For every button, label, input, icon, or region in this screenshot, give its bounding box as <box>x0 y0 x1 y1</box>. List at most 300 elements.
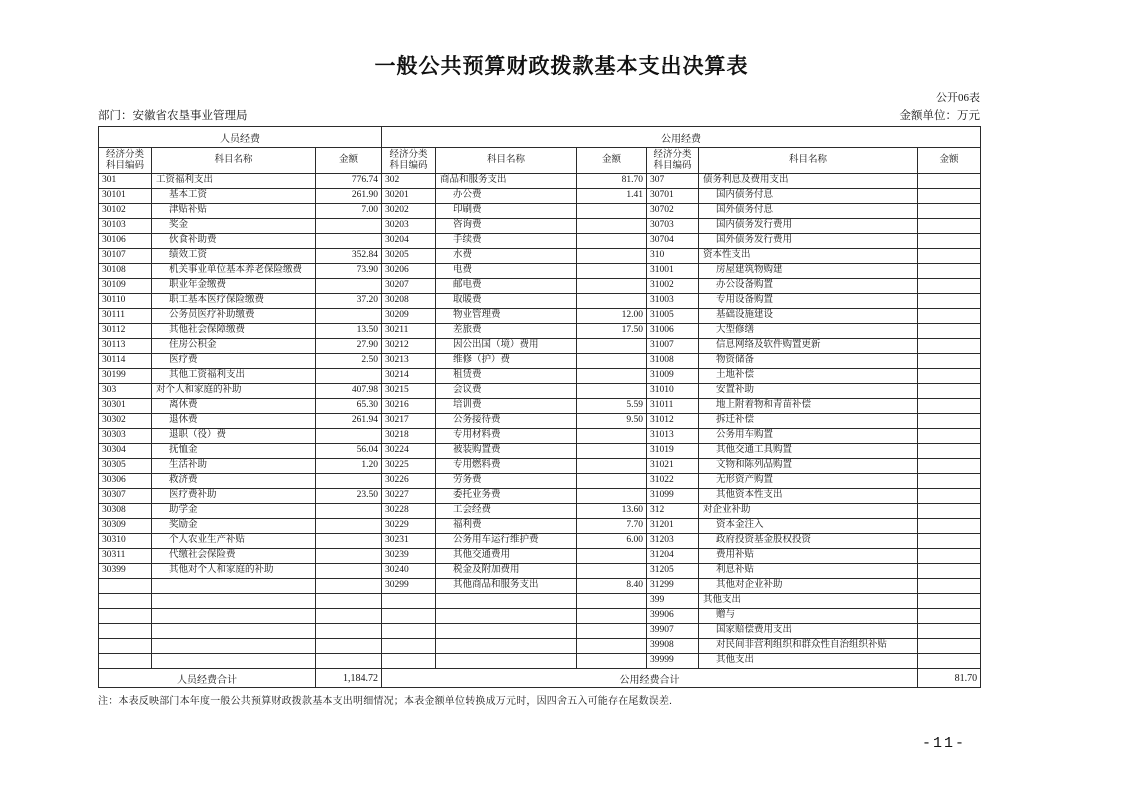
subject-name-cell: 邮电费 <box>436 279 577 294</box>
subject-name-cell: 办公费 <box>436 189 577 204</box>
subject-name-cell <box>436 654 577 669</box>
amount-cell <box>918 549 981 564</box>
subject-name-cell: 其他对企业补助 <box>699 579 918 594</box>
amount-cell: 261.90 <box>316 189 382 204</box>
subject-code-cell: 303 <box>99 384 152 399</box>
table-row <box>99 489 981 504</box>
amount-cell <box>918 489 981 504</box>
table-row <box>99 324 981 339</box>
table-row <box>99 294 981 309</box>
table-row <box>99 249 981 264</box>
subject-code-cell: 31013 <box>647 429 699 444</box>
amount-cell <box>918 204 981 219</box>
amount-cell <box>316 654 382 669</box>
subject-code-cell: 399 <box>647 594 699 609</box>
footnote: 注：本表反映部门本年度一般公共预算财政拨款基本支出明细情况；本表金额单位转换成万元时，因四舍五入可能存在尾数误差. <box>98 696 672 707</box>
subject-name-cell: 救济费 <box>152 474 316 489</box>
subject-name-cell: 政府投资基金股权投资 <box>699 534 918 549</box>
subject-name-cell <box>152 594 316 609</box>
subject-name-cell: 其他交通工具购置 <box>699 444 918 459</box>
amount-cell <box>918 294 981 309</box>
table-row <box>99 279 981 294</box>
subject-code-cell: 30102 <box>99 204 152 219</box>
amount-cell <box>316 369 382 384</box>
amount-cell <box>577 234 647 249</box>
amount-cell <box>918 624 981 639</box>
amount-cell <box>918 414 981 429</box>
col-header-amount: 金额 <box>577 148 647 174</box>
subject-code-cell: 31099 <box>647 489 699 504</box>
subject-name-cell: 职业年金缴费 <box>152 279 316 294</box>
table-row <box>99 519 981 534</box>
subject-code-cell: 30111 <box>99 309 152 324</box>
subject-name-cell: 国内债务付息 <box>699 189 918 204</box>
subject-code-cell: 30303 <box>99 429 152 444</box>
subject-name-cell: 公务员医疗补助缴费 <box>152 309 316 324</box>
subject-code-cell: 310 <box>647 249 699 264</box>
subject-name-cell <box>152 579 316 594</box>
subject-code-cell: 30212 <box>382 339 436 354</box>
amount-cell <box>918 639 981 654</box>
subject-name-cell: 个人农业生产补贴 <box>152 534 316 549</box>
subject-code-cell: 30114 <box>99 354 152 369</box>
amount-cell <box>577 624 647 639</box>
subject-code-cell: 30110 <box>99 294 152 309</box>
subject-name-cell: 国外债务发行费用 <box>699 234 918 249</box>
subject-name-cell: 因公出国（境）费用 <box>436 339 577 354</box>
amount-cell <box>316 519 382 534</box>
subject-code-cell <box>382 609 436 624</box>
table-row <box>99 354 981 369</box>
amount-cell <box>316 309 382 324</box>
table-row <box>99 414 981 429</box>
subject-name-cell: 税金及附加费用 <box>436 564 577 579</box>
amount-cell: 776.74 <box>316 174 382 189</box>
subject-code-cell: 30113 <box>99 339 152 354</box>
subject-code-cell: 30399 <box>99 564 152 579</box>
subject-name-cell: 对企业补助 <box>699 504 918 519</box>
table-row <box>99 174 981 189</box>
subject-name-cell: 安置补助 <box>699 384 918 399</box>
amount-cell <box>918 279 981 294</box>
subject-name-cell: 土地补偿 <box>699 369 918 384</box>
amount-cell <box>316 279 382 294</box>
subject-code-cell: 302 <box>382 174 436 189</box>
form-number-label: 公开06表 <box>936 92 980 104</box>
subject-code-cell: 39906 <box>647 609 699 624</box>
subject-code-cell: 31205 <box>647 564 699 579</box>
subject-name-cell: 绩效工资 <box>152 249 316 264</box>
table-row <box>99 399 981 414</box>
subject-name-cell <box>436 639 577 654</box>
amount-cell <box>577 354 647 369</box>
amount-cell <box>918 609 981 624</box>
subject-code-cell <box>99 609 152 624</box>
amount-cell <box>918 234 981 249</box>
subject-name-cell: 机关事业单位基本养老保险缴费 <box>152 264 316 279</box>
amount-cell <box>316 624 382 639</box>
amount-cell <box>316 609 382 624</box>
subject-code-cell: 31012 <box>647 414 699 429</box>
subject-name-cell: 费用补贴 <box>699 549 918 564</box>
subject-name-cell: 办公设备购置 <box>699 279 918 294</box>
column-header-row <box>99 148 981 174</box>
subject-code-cell: 31001 <box>647 264 699 279</box>
col-header-amount: 金额 <box>316 148 382 174</box>
amount-cell <box>577 609 647 624</box>
table-row <box>99 534 981 549</box>
page-number: -11- <box>921 735 966 752</box>
subject-code-cell: 30228 <box>382 504 436 519</box>
subject-name-cell: 资本金注入 <box>699 519 918 534</box>
subject-code-cell: 31203 <box>647 534 699 549</box>
subject-name-cell: 伙食补助费 <box>152 234 316 249</box>
table-row <box>99 219 981 234</box>
subject-name-cell: 咨询费 <box>436 219 577 234</box>
department-label: 部门：安徽省农垦事业管理局 <box>98 110 248 122</box>
amount-cell <box>918 579 981 594</box>
amount-cell <box>918 324 981 339</box>
col-header-name: 科目名称 <box>699 148 918 174</box>
subject-code-cell: 30107 <box>99 249 152 264</box>
subject-name-cell: 地上附着物和青苗补偿 <box>699 399 918 414</box>
subject-name-cell: 其他对个人和家庭的补助 <box>152 564 316 579</box>
amount-cell <box>918 384 981 399</box>
amount-cell <box>577 204 647 219</box>
amount-cell <box>577 594 647 609</box>
amount-cell: 13.50 <box>316 324 382 339</box>
subject-code-cell: 30229 <box>382 519 436 534</box>
amount-cell <box>577 219 647 234</box>
subject-name-cell: 被装购置费 <box>436 444 577 459</box>
subject-name-cell: 对民间非营利组织和群众性自治组织补贴 <box>699 639 918 654</box>
amount-cell: 7.00 <box>316 204 382 219</box>
subject-name-cell: 其他社会保障缴费 <box>152 324 316 339</box>
subject-name-cell: 劳务费 <box>436 474 577 489</box>
public-total-label: 公用经费合计 <box>382 669 918 688</box>
amount-cell: 1.20 <box>316 459 382 474</box>
subject-code-cell: 31022 <box>647 474 699 489</box>
subject-code-cell: 30101 <box>99 189 152 204</box>
amount-cell: 12.00 <box>577 309 647 324</box>
subject-code-cell: 30208 <box>382 294 436 309</box>
subject-name-cell <box>436 624 577 639</box>
subject-code-cell: 30239 <box>382 549 436 564</box>
subject-code-cell: 307 <box>647 174 699 189</box>
subject-name-cell: 公务用车购置 <box>699 429 918 444</box>
page-title: 一般公共预算财政拨款基本支出决算表 <box>374 54 749 78</box>
subject-code-cell: 30301 <box>99 399 152 414</box>
subject-name-cell: 债务利息及费用支出 <box>699 174 918 189</box>
amount-cell <box>316 579 382 594</box>
amount-cell <box>577 654 647 669</box>
amount-cell <box>316 219 382 234</box>
subject-code-cell: 31204 <box>647 549 699 564</box>
subject-name-cell: 其他支出 <box>699 594 918 609</box>
amount-cell: 407.98 <box>316 384 382 399</box>
subject-name-cell: 奖金 <box>152 219 316 234</box>
amount-cell <box>918 174 981 189</box>
amount-cell <box>577 384 647 399</box>
table-row <box>99 624 981 639</box>
amount-cell: 13.60 <box>577 504 647 519</box>
amount-cell <box>577 339 647 354</box>
subject-code-cell: 30702 <box>647 204 699 219</box>
table-row <box>99 429 981 444</box>
subject-name-cell: 印刷费 <box>436 204 577 219</box>
subject-code-cell: 30209 <box>382 309 436 324</box>
table-row <box>99 504 981 519</box>
amount-cell <box>918 564 981 579</box>
subject-name-cell: 国外债务付息 <box>699 204 918 219</box>
subject-code-cell: 30205 <box>382 249 436 264</box>
table-row <box>99 639 981 654</box>
subject-name-cell: 电费 <box>436 264 577 279</box>
subject-name-cell: 维修（护）费 <box>436 354 577 369</box>
subject-name-cell: 津贴补贴 <box>152 204 316 219</box>
subject-name-cell <box>152 639 316 654</box>
subject-name-cell: 退休费 <box>152 414 316 429</box>
table-row <box>99 204 981 219</box>
subject-code-cell <box>382 639 436 654</box>
subject-code-cell: 30218 <box>382 429 436 444</box>
subject-name-cell: 水费 <box>436 249 577 264</box>
subject-code-cell: 31021 <box>647 459 699 474</box>
subject-name-cell <box>152 609 316 624</box>
subject-code-cell: 30211 <box>382 324 436 339</box>
subject-code-cell: 31006 <box>647 324 699 339</box>
amount-cell: 9.50 <box>577 414 647 429</box>
subject-name-cell: 公务接待费 <box>436 414 577 429</box>
subject-code-cell <box>99 594 152 609</box>
subject-name-cell: 无形资产购置 <box>699 474 918 489</box>
subject-name-cell: 工会经费 <box>436 504 577 519</box>
subject-code-cell: 30224 <box>382 444 436 459</box>
subject-code-cell: 31007 <box>647 339 699 354</box>
amount-cell <box>577 474 647 489</box>
subject-name-cell: 其他商品和服务支出 <box>436 579 577 594</box>
subject-name-cell: 信息网络及软件购置更新 <box>699 339 918 354</box>
subject-code-cell <box>99 624 152 639</box>
subject-name-cell: 房屋建筑物购建 <box>699 264 918 279</box>
subject-name-cell <box>436 609 577 624</box>
amount-cell: 1.41 <box>577 189 647 204</box>
amount-cell: 23.50 <box>316 489 382 504</box>
subject-code-cell: 30306 <box>99 474 152 489</box>
amount-cell <box>577 279 647 294</box>
subject-name-cell: 助学金 <box>152 504 316 519</box>
subject-name-cell <box>436 594 577 609</box>
table-row <box>99 474 981 489</box>
subject-name-cell: 工资福利支出 <box>152 174 316 189</box>
subject-code-cell <box>382 624 436 639</box>
amount-cell: 261.94 <box>316 414 382 429</box>
col-header-code: 经济分类科目编码 <box>99 148 152 174</box>
amount-cell: 17.50 <box>577 324 647 339</box>
amount-cell <box>918 519 981 534</box>
subject-name-cell: 公务用车运行维护费 <box>436 534 577 549</box>
subject-code-cell: 30704 <box>647 234 699 249</box>
subject-code-cell: 30204 <box>382 234 436 249</box>
subject-name-cell: 专用材料费 <box>436 429 577 444</box>
amount-cell: 56.04 <box>316 444 382 459</box>
personnel-total-amount: 1,184.72 <box>316 669 382 688</box>
personnel-total-label: 人员经费合计 <box>99 669 316 688</box>
subject-name-cell: 物资储备 <box>699 354 918 369</box>
subject-name-cell: 专用设备购置 <box>699 294 918 309</box>
subject-name-cell: 退职（役）费 <box>152 429 316 444</box>
subject-name-cell: 其他交通费用 <box>436 549 577 564</box>
amount-cell <box>577 249 647 264</box>
subject-code-cell <box>99 579 152 594</box>
subject-code-cell: 30308 <box>99 504 152 519</box>
subject-code-cell: 31019 <box>647 444 699 459</box>
subject-name-cell: 代缴社会保险费 <box>152 549 316 564</box>
amount-cell: 352.84 <box>316 249 382 264</box>
amount-unit-label: 金额单位：万元 <box>899 110 980 122</box>
amount-cell <box>316 429 382 444</box>
subject-name-cell: 生活补助 <box>152 459 316 474</box>
amount-cell: 2.50 <box>316 354 382 369</box>
table-row <box>99 234 981 249</box>
subject-name-cell: 专用燃料费 <box>436 459 577 474</box>
subject-code-cell <box>99 654 152 669</box>
subject-code-cell: 30311 <box>99 549 152 564</box>
amount-cell <box>918 594 981 609</box>
subject-name-cell <box>152 654 316 669</box>
table-row <box>99 549 981 564</box>
subject-name-cell: 其他工资福利支出 <box>152 369 316 384</box>
subject-code-cell: 30108 <box>99 264 152 279</box>
amount-cell <box>918 474 981 489</box>
amount-cell <box>577 369 647 384</box>
subject-code-cell: 30213 <box>382 354 436 369</box>
subject-code-cell: 30701 <box>647 189 699 204</box>
table-row <box>99 309 981 324</box>
col-header-code: 经济分类科目编码 <box>647 148 699 174</box>
col-header-name: 科目名称 <box>436 148 577 174</box>
table-row <box>99 609 981 624</box>
subject-code-cell: 30207 <box>382 279 436 294</box>
amount-cell <box>918 189 981 204</box>
subject-code-cell: 30240 <box>382 564 436 579</box>
subject-code-cell <box>99 639 152 654</box>
section-header-row <box>99 127 981 148</box>
amount-cell <box>577 294 647 309</box>
subject-name-cell: 职工基本医疗保险缴费 <box>152 294 316 309</box>
subject-name-cell: 住房公积金 <box>152 339 316 354</box>
subject-code-cell: 30310 <box>99 534 152 549</box>
amount-cell <box>577 444 647 459</box>
subject-code-cell: 31010 <box>647 384 699 399</box>
subject-code-cell: 31003 <box>647 294 699 309</box>
subject-name-cell: 利息补贴 <box>699 564 918 579</box>
subject-code-cell: 30226 <box>382 474 436 489</box>
amount-cell <box>577 564 647 579</box>
subject-name-cell: 商品和服务支出 <box>436 174 577 189</box>
subject-code-cell: 30216 <box>382 399 436 414</box>
amount-cell <box>918 264 981 279</box>
subject-code-cell: 30206 <box>382 264 436 279</box>
subject-name-cell: 国家赔偿费用支出 <box>699 624 918 639</box>
amount-cell <box>316 474 382 489</box>
amount-cell <box>577 459 647 474</box>
amount-cell <box>577 549 647 564</box>
amount-cell <box>918 654 981 669</box>
amount-cell <box>918 219 981 234</box>
amount-cell <box>918 354 981 369</box>
subject-code-cell <box>382 654 436 669</box>
subject-name-cell: 基础设施建设 <box>699 309 918 324</box>
subject-code-cell <box>382 594 436 609</box>
subject-name-cell: 委托业务费 <box>436 489 577 504</box>
subject-name-cell: 国内债务发行费用 <box>699 219 918 234</box>
amount-cell <box>316 534 382 549</box>
amount-cell <box>918 339 981 354</box>
subject-code-cell: 31011 <box>647 399 699 414</box>
amount-cell: 8.40 <box>577 579 647 594</box>
subject-code-cell: 31005 <box>647 309 699 324</box>
subject-code-cell: 30227 <box>382 489 436 504</box>
amount-cell <box>918 504 981 519</box>
table-row <box>99 579 981 594</box>
amount-cell: 7.70 <box>577 519 647 534</box>
table-row <box>99 339 981 354</box>
subject-name-cell: 培训费 <box>436 399 577 414</box>
subject-code-cell: 301 <box>99 174 152 189</box>
amount-cell: 37.20 <box>316 294 382 309</box>
subject-code-cell: 30299 <box>382 579 436 594</box>
subject-code-cell: 30103 <box>99 219 152 234</box>
amount-cell <box>316 594 382 609</box>
subject-name-cell: 抚恤金 <box>152 444 316 459</box>
table-row <box>99 564 981 579</box>
subject-name-cell: 大型修缮 <box>699 324 918 339</box>
subject-name-cell: 手续费 <box>436 234 577 249</box>
amount-cell <box>918 249 981 264</box>
col-header-code: 经济分类科目编码 <box>382 148 436 174</box>
amount-cell: 5.59 <box>577 399 647 414</box>
subject-code-cell: 30203 <box>382 219 436 234</box>
subject-name-cell: 离休费 <box>152 399 316 414</box>
amount-cell <box>316 234 382 249</box>
subject-code-cell: 30214 <box>382 369 436 384</box>
subject-name-cell: 资本性支出 <box>699 249 918 264</box>
subject-name-cell: 差旅费 <box>436 324 577 339</box>
subject-name-cell: 租赁费 <box>436 369 577 384</box>
subject-code-cell: 31201 <box>647 519 699 534</box>
amount-cell <box>577 429 647 444</box>
amount-cell <box>918 444 981 459</box>
subject-code-cell: 30302 <box>99 414 152 429</box>
subject-name-cell: 基本工资 <box>152 189 316 204</box>
table-row <box>99 444 981 459</box>
subject-code-cell: 30231 <box>382 534 436 549</box>
subject-code-cell: 39908 <box>647 639 699 654</box>
table-row <box>99 594 981 609</box>
amount-cell: 73.90 <box>316 264 382 279</box>
subject-name-cell: 对个人和家庭的补助 <box>152 384 316 399</box>
basic-expenditure-table <box>98 126 981 688</box>
subject-code-cell: 30199 <box>99 369 152 384</box>
section-header-personnel: 人员经费 <box>99 127 382 148</box>
amount-cell <box>577 639 647 654</box>
amount-cell <box>918 399 981 414</box>
subject-name-cell: 医疗费补助 <box>152 489 316 504</box>
subject-code-cell: 30109 <box>99 279 152 294</box>
subject-code-cell: 31009 <box>647 369 699 384</box>
amount-cell <box>316 564 382 579</box>
